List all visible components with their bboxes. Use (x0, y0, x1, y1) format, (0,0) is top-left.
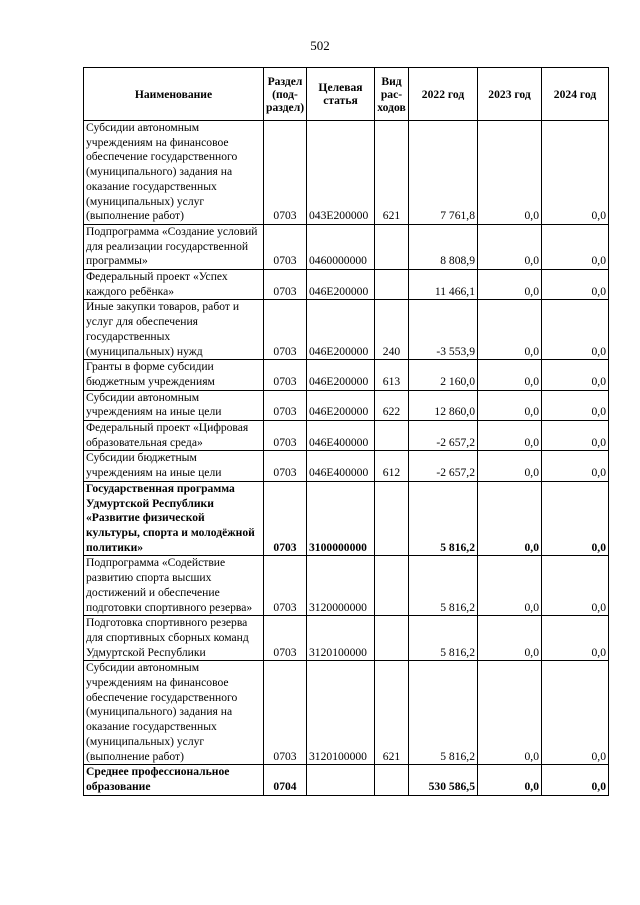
cell-2024: 0,0 (542, 481, 609, 556)
cell-2023: 0,0 (478, 390, 542, 420)
cell-2022: 5 816,2 (409, 616, 478, 661)
cell-2023: 0,0 (478, 451, 542, 481)
cell-2022: 8 808,9 (409, 224, 478, 269)
cell-type: 621 (375, 661, 409, 765)
cell-2024: 0,0 (542, 765, 609, 795)
cell-section: 0703 (264, 661, 307, 765)
cell-target: 3120000000 (307, 556, 375, 616)
table-row (84, 270, 609, 300)
table-row (84, 224, 609, 269)
cell-name: Государственная программа Удмуртской Республики «Развитие физической культуры, спорта и молодёжной политики» (84, 481, 264, 556)
cell-section: 0703 (264, 360, 307, 390)
page-number: 502 (310, 38, 330, 53)
cell-target: 046E200000 (307, 390, 375, 420)
cell-type: 613 (375, 360, 409, 390)
cell-2022: 11 466,1 (409, 270, 478, 300)
header-name: Наименование (84, 68, 264, 121)
table-row (84, 360, 609, 390)
cell-type (375, 270, 409, 300)
cell-name: Федеральный проект «Успех каждого ребёнка» (84, 270, 264, 300)
table-row (84, 421, 609, 451)
header-2022: 2022 год (409, 68, 478, 121)
cell-name: Подпрограмма «Создание условий для реализации государственной программы» (84, 224, 264, 269)
cell-type: 622 (375, 390, 409, 420)
cell-2022: 5 816,2 (409, 481, 478, 556)
cell-section: 0703 (264, 481, 307, 556)
cell-2023: 0,0 (478, 661, 542, 765)
cell-target: 3100000000 (307, 481, 375, 556)
cell-target: 3120100000 (307, 661, 375, 765)
cell-type (375, 556, 409, 616)
cell-name: Иные закупки товаров, работ и услуг для обеспечения государственных (муниципальных) нужд (84, 300, 264, 360)
cell-2024: 0,0 (542, 556, 609, 616)
table-row (84, 556, 609, 616)
cell-2022: -2 657,2 (409, 451, 478, 481)
header-2023: 2023 год (478, 68, 542, 121)
table-row (84, 451, 609, 481)
cell-target: 3120100000 (307, 616, 375, 661)
table-row (84, 661, 609, 765)
cell-2024: 0,0 (542, 616, 609, 661)
budget-table (83, 67, 609, 796)
cell-section: 0703 (264, 390, 307, 420)
cell-2024: 0,0 (542, 451, 609, 481)
cell-target: 043E200000 (307, 121, 375, 225)
cell-2024: 0,0 (542, 270, 609, 300)
table-row (84, 765, 609, 795)
cell-section: 0703 (264, 270, 307, 300)
cell-type (375, 481, 409, 556)
cell-name: Среднее профессиональное образование (84, 765, 264, 795)
cell-2022: 7 761,8 (409, 121, 478, 225)
cell-name: Подпрограмма «Содействие развитию спорта высших достижений и обеспечение подготовки спортивного резерва» (84, 556, 264, 616)
cell-2022: -3 553,9 (409, 300, 478, 360)
cell-2022: 5 816,2 (409, 556, 478, 616)
cell-target: 046E200000 (307, 300, 375, 360)
table-row (84, 616, 609, 661)
cell-type (375, 224, 409, 269)
cell-2022: 2 160,0 (409, 360, 478, 390)
cell-type: 612 (375, 451, 409, 481)
cell-2023: 0,0 (478, 270, 542, 300)
header-2024: 2024 год (542, 68, 609, 121)
cell-name: Гранты в форме субсидии бюджетным учреждениям (84, 360, 264, 390)
cell-2022: 530 586,5 (409, 765, 478, 795)
cell-2024: 0,0 (542, 121, 609, 225)
cell-2024: 0,0 (542, 360, 609, 390)
cell-section: 0703 (264, 300, 307, 360)
cell-2023: 0,0 (478, 360, 542, 390)
header-section: Раздел (под-раздел) (264, 68, 307, 121)
cell-section: 0703 (264, 451, 307, 481)
cell-2023: 0,0 (478, 765, 542, 795)
cell-section: 0703 (264, 121, 307, 225)
table-header-row (84, 68, 609, 121)
cell-section: 0703 (264, 556, 307, 616)
cell-section: 0703 (264, 616, 307, 661)
cell-2023: 0,0 (478, 556, 542, 616)
cell-name: Субсидии автономным учреждениям на финансовое обеспечение государственного (муниципального) задания на оказание государственных (муниципальных) услуг (выполнение работ) (84, 661, 264, 765)
table-row (84, 300, 609, 360)
cell-section: 0703 (264, 421, 307, 451)
cell-2024: 0,0 (542, 421, 609, 451)
cell-type (375, 421, 409, 451)
cell-target: 0460000000 (307, 224, 375, 269)
cell-type (375, 765, 409, 795)
cell-2023: 0,0 (478, 481, 542, 556)
cell-target: 046E400000 (307, 451, 375, 481)
cell-name: Федеральный проект «Цифровая образовательная среда» (84, 421, 264, 451)
table-body (84, 121, 609, 796)
cell-2022: -2 657,2 (409, 421, 478, 451)
cell-2024: 0,0 (542, 224, 609, 269)
cell-2024: 0,0 (542, 661, 609, 765)
cell-target: 046E200000 (307, 360, 375, 390)
table-row (84, 481, 609, 556)
cell-2022: 5 816,2 (409, 661, 478, 765)
cell-2023: 0,0 (478, 224, 542, 269)
cell-target: 046E200000 (307, 270, 375, 300)
cell-name: Субсидии бюджетным учреждениям на иные цели (84, 451, 264, 481)
cell-section: 0703 (264, 224, 307, 269)
cell-name: Подготовка спортивного резерва для спортивных сборных команд Удмуртской Республики (84, 616, 264, 661)
table-row (84, 121, 609, 225)
cell-2023: 0,0 (478, 300, 542, 360)
cell-type (375, 616, 409, 661)
cell-section: 0704 (264, 765, 307, 795)
cell-type: 621 (375, 121, 409, 225)
cell-2022: 12 860,0 (409, 390, 478, 420)
cell-2024: 0,0 (542, 390, 609, 420)
cell-2024: 0,0 (542, 300, 609, 360)
cell-2023: 0,0 (478, 121, 542, 225)
cell-2023: 0,0 (478, 616, 542, 661)
header-target: Целевая статья (307, 68, 375, 121)
table-row (84, 390, 609, 420)
cell-name: Субсидии автономным учреждениям на финансовое обеспечение государственного (муниципального) задания на оказание государственных (муниципальных) услуг (выполнение работ) (84, 121, 264, 225)
cell-target: 046E400000 (307, 421, 375, 451)
cell-2023: 0,0 (478, 421, 542, 451)
header-type: Вид рас-ходов (375, 68, 409, 121)
cell-name: Субсидии автономным учреждениям на иные цели (84, 390, 264, 420)
cell-type: 240 (375, 300, 409, 360)
cell-target (307, 765, 375, 795)
